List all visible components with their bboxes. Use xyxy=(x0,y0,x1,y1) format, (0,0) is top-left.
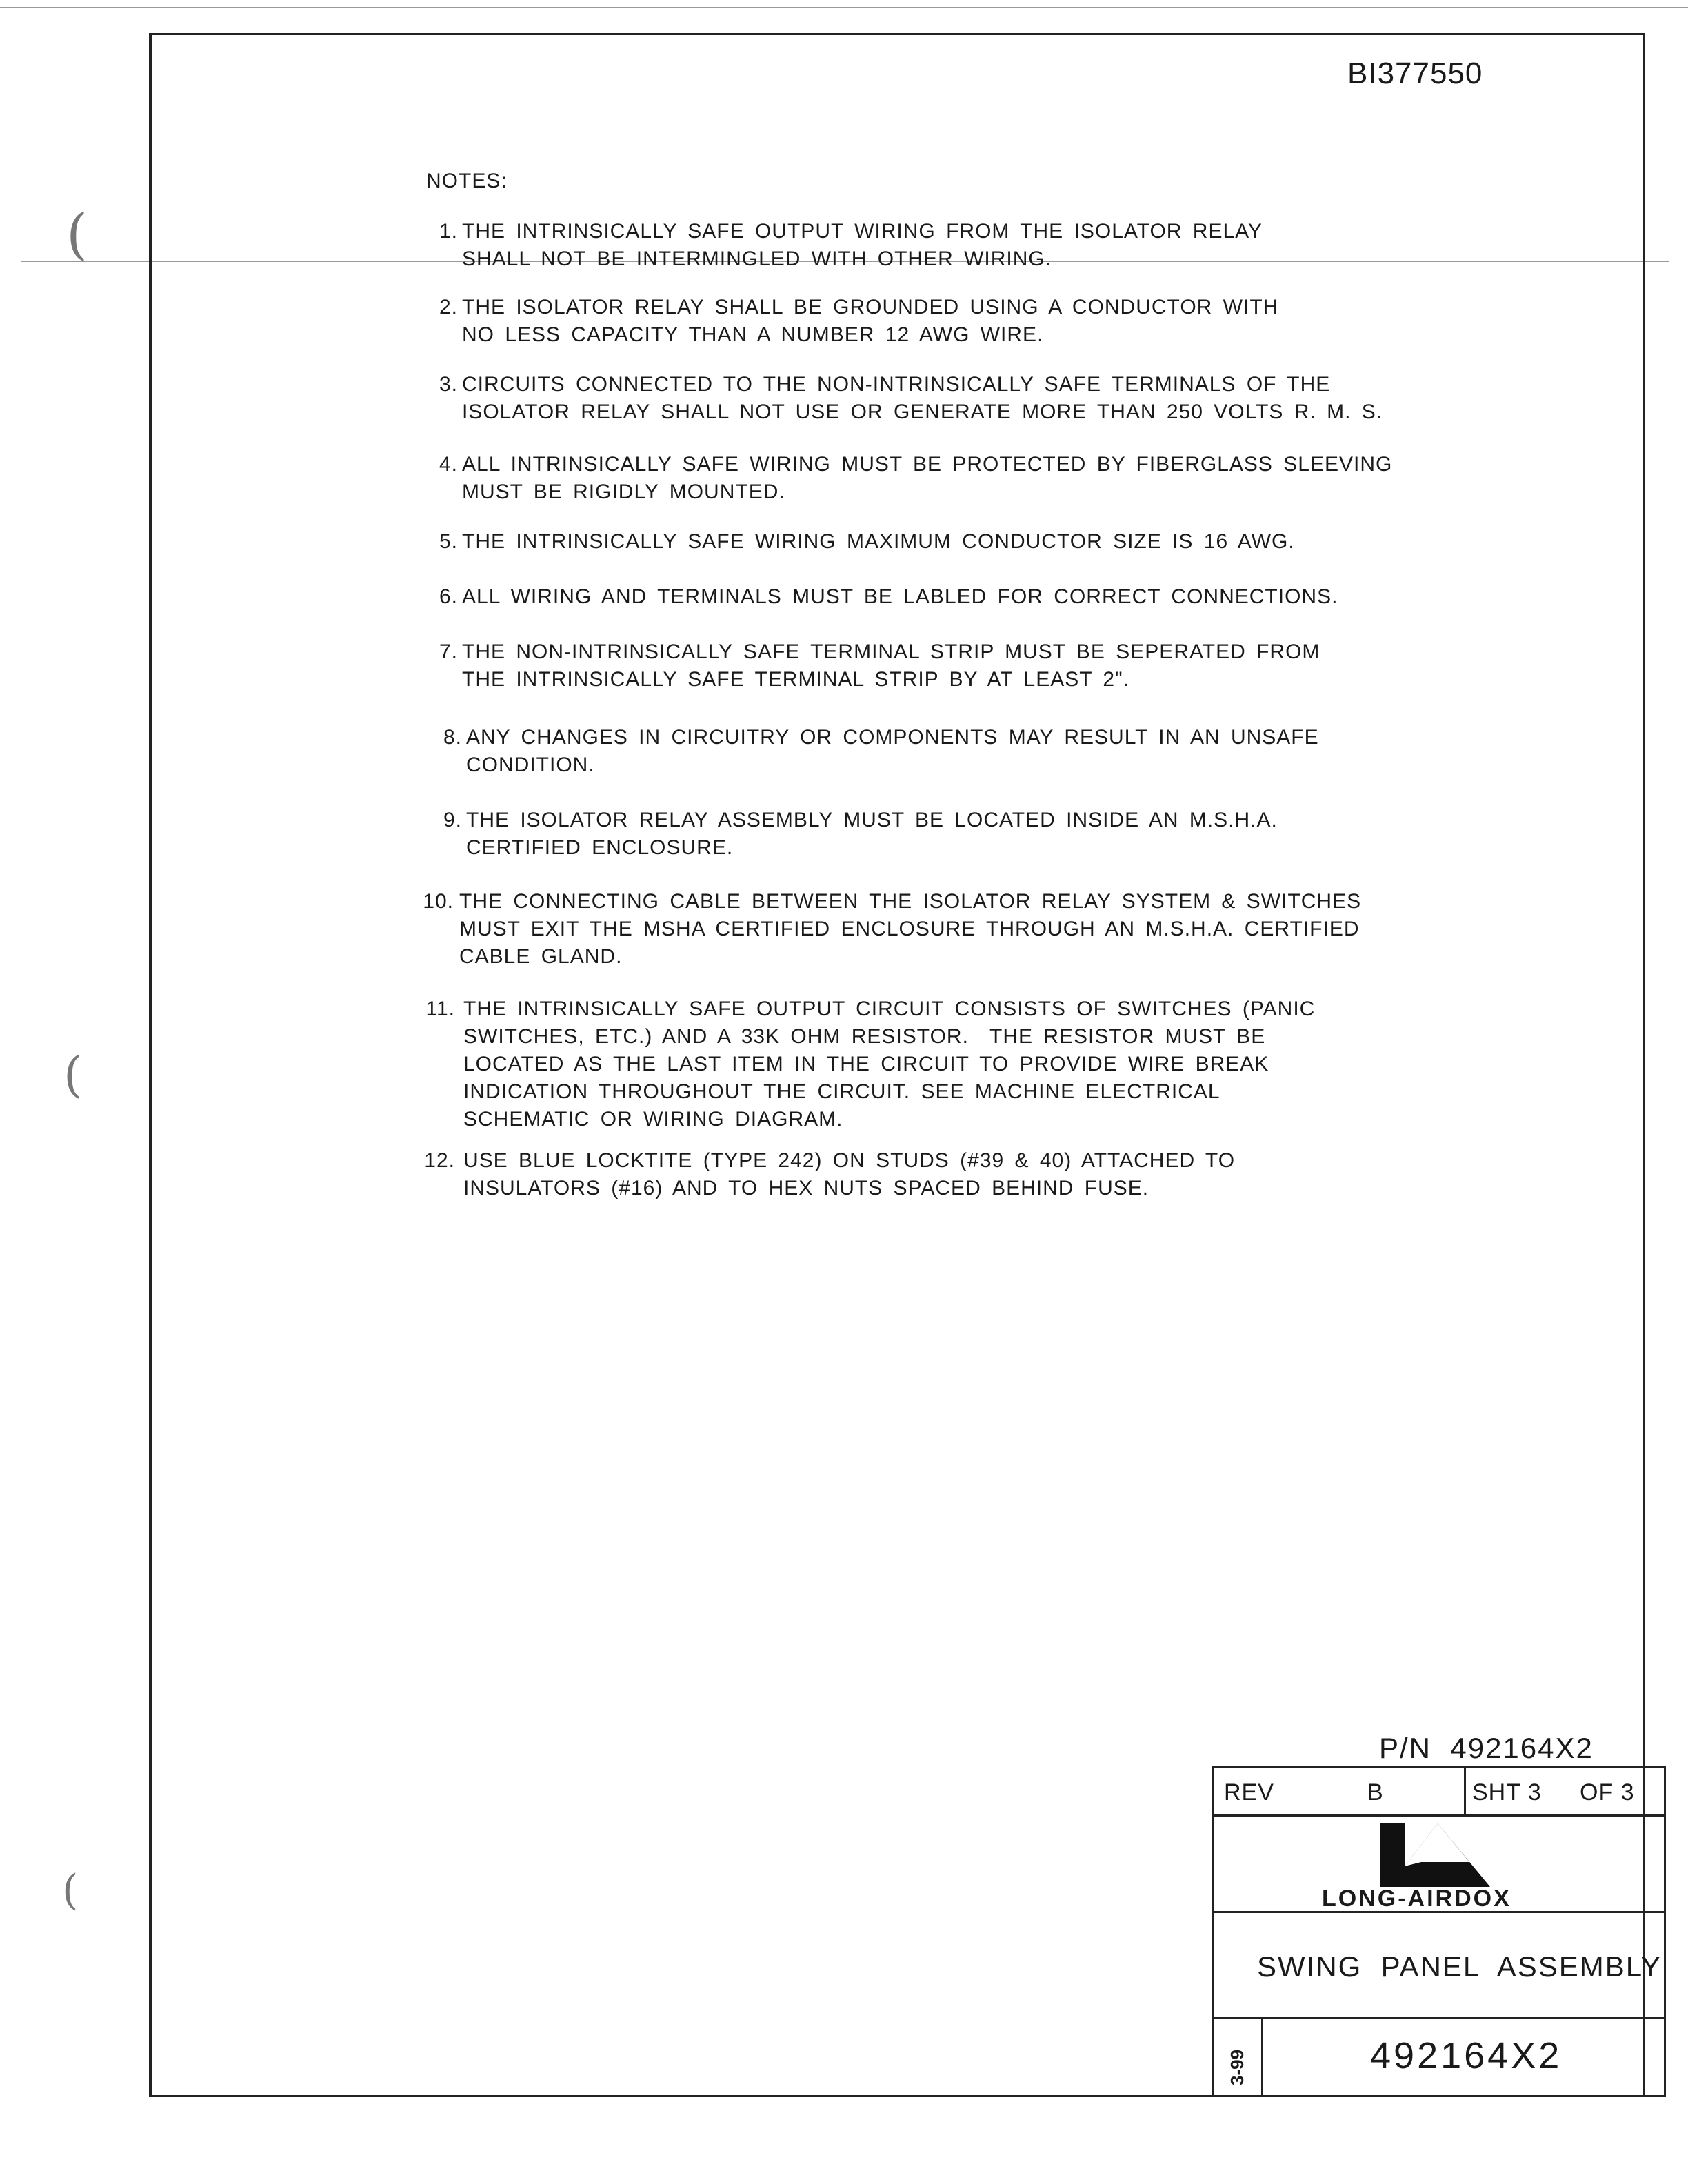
note-6 xyxy=(419,583,1338,611)
note-number: 12. xyxy=(424,1149,455,1172)
date-divider xyxy=(1261,2019,1263,2095)
note-number: 10. xyxy=(423,890,454,913)
note-12 xyxy=(416,1147,1235,1202)
note-line: LOCATED AS THE LAST ITEM IN THE CIRCUIT TO PROVIDE WIRE BREAK xyxy=(463,1053,1269,1075)
note-3 xyxy=(419,371,1383,426)
punch-hole-bottom: ( xyxy=(62,1866,79,1914)
drawing-number: 492164X2 xyxy=(1370,2035,1563,2076)
note-number: 4. xyxy=(439,453,458,476)
part-number: P/N 492164X2 xyxy=(1379,1732,1594,1764)
note-line: THE CONNECTING CABLE BETWEEN THE ISOLATOR RELAY SYSTEM & SWITCHES xyxy=(459,890,1362,913)
punch-hole-middle: ( xyxy=(63,1046,83,1103)
note-line: THE INTRINSICALLY SAFE OUTPUT WIRING FROM THE ISOLATOR RELAY xyxy=(462,220,1263,243)
note-line: MUST BE RIGIDLY MOUNTED. xyxy=(462,481,785,503)
note-10 xyxy=(415,888,1361,971)
note-line: THE INTRINSICALLY SAFE TERMINAL STRIP BY AT LEAST 2". xyxy=(462,668,1130,691)
note-number: 2. xyxy=(439,296,458,318)
sheet-number: SHT 3 xyxy=(1472,1779,1542,1806)
note-7 xyxy=(419,638,1320,694)
note-1 xyxy=(419,218,1263,273)
note-line: THE ISOLATOR RELAY SHALL BE GROUNDED USING A CONDUCTOR WITH xyxy=(462,296,1279,318)
rev-sheet-divider xyxy=(1464,1768,1466,1814)
note-5 xyxy=(419,528,1295,556)
note-line: THE ISOLATOR RELAY ASSEMBLY MUST BE LOCATED INSIDE AN M.S.H.A. xyxy=(466,809,1278,831)
note-number: 1. xyxy=(439,220,458,243)
date-code: 3-99 xyxy=(1227,2049,1247,2085)
note-2 xyxy=(419,294,1278,349)
title-block xyxy=(1212,1766,1666,2097)
notes-heading: NOTES: xyxy=(426,170,508,192)
note-line: NO LESS CAPACITY THAN A NUMBER 12 AWG WIRE. xyxy=(462,323,1044,346)
note-9 xyxy=(423,807,1278,862)
note-line: CERTIFIED ENCLOSURE. xyxy=(466,836,734,859)
drawing-title: SWING PANEL ASSEMBLY xyxy=(1257,1950,1662,1983)
note-line: SWITCHES, ETC.) AND A 33K OHM RESISTOR. THE RESISTOR MUST BE xyxy=(463,1025,1266,1048)
note-line: SHALL NOT BE INTERMINGLED WITH OTHER WIRING. xyxy=(462,247,1052,270)
sheet-count: OF 3 xyxy=(1580,1779,1635,1806)
note-number: 11. xyxy=(425,998,455,1020)
note-line: ALL INTRINSICALLY SAFE WIRING MUST BE PROTECTED BY FIBERGLASS SLEEVING xyxy=(462,453,1393,476)
logo-row xyxy=(1214,1817,1664,1913)
punch-hole-top: ( xyxy=(66,202,88,266)
note-line: THE NON-INTRINSICALLY SAFE TERMINAL STRIP MUST BE SEPERATED FROM xyxy=(462,640,1320,663)
scan-line-top xyxy=(0,7,1688,8)
document-id: BI377550 xyxy=(1347,57,1483,90)
drawing-number-row xyxy=(1214,2019,1664,2095)
note-line: INSULATORS (#16) AND TO HEX NUTS SPACED BEHIND FUSE. xyxy=(463,1177,1149,1200)
note-line: INDICATION THROUGHOUT THE CIRCUIT. SEE MACHINE ELECTRICAL xyxy=(463,1080,1220,1103)
rev-label: REV xyxy=(1224,1779,1274,1806)
note-line: THE INTRINSICALLY SAFE OUTPUT CIRCUIT CONSISTS OF SWITCHES (PANIC xyxy=(463,998,1316,1020)
note-line: ALL WIRING AND TERMINALS MUST BE LABLED FOR CORRECT CONNECTIONS. xyxy=(462,585,1338,608)
note-line: ANY CHANGES IN CIRCUITRY OR COMPONENTS MAY RESULT IN AN UNSAFE xyxy=(466,726,1319,749)
note-number: 9. xyxy=(443,809,462,831)
note-number: 3. xyxy=(439,373,458,396)
note-line: CABLE GLAND. xyxy=(459,945,623,968)
note-4 xyxy=(419,451,1392,506)
note-line: ISOLATOR RELAY SHALL NOT USE OR GENERATE MORE THAN 250 VOLTS R. M. S. xyxy=(462,401,1383,423)
long-airdox-logo-icon xyxy=(1380,1823,1490,1892)
rev-sheet-row xyxy=(1214,1768,1664,1817)
note-line: MUST EXIT THE MSHA CERTIFIED ENCLOSURE THROUGH AN M.S.H.A. CERTIFIED xyxy=(459,918,1360,940)
note-line: THE INTRINSICALLY SAFE WIRING MAXIMUM CONDUCTOR SIZE IS 16 AWG. xyxy=(462,530,1295,553)
note-line: SCHEMATIC OR WIRING DIAGRAM. xyxy=(463,1108,843,1131)
company-name: LONG-AIRDOX xyxy=(1322,1885,1511,1912)
note-11 xyxy=(416,995,1315,1133)
title-row xyxy=(1214,1913,1664,2019)
rev-value: B xyxy=(1367,1779,1384,1806)
note-line: CONDITION. xyxy=(466,754,595,776)
note-number: 6. xyxy=(439,585,458,608)
note-number: 7. xyxy=(439,640,458,663)
note-8 xyxy=(423,724,1319,779)
note-line: CIRCUITS CONNECTED TO THE NON-INTRINSICALLY SAFE TERMINALS OF THE xyxy=(462,373,1331,396)
note-number: 5. xyxy=(439,530,458,553)
note-line: USE BLUE LOCKTITE (TYPE 242) ON STUDS (#39 & 40) ATTACHED TO xyxy=(463,1149,1236,1172)
note-number: 8. xyxy=(443,726,462,749)
